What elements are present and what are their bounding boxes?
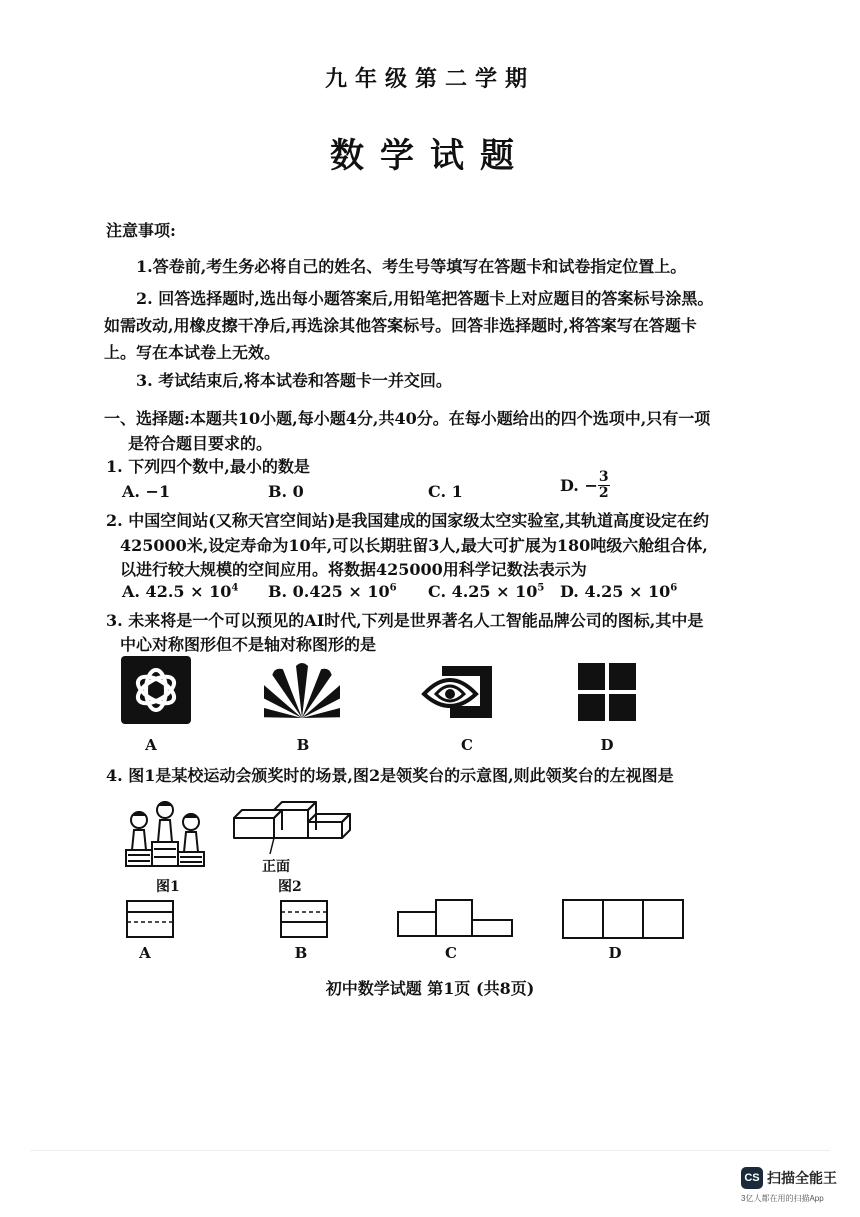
q2-line-2: 425000米,设定寿命为10年,可以长期驻留3人,最大可扩展为180吨级六舱组合体,	[120, 536, 708, 555]
q4-label-c: C	[445, 944, 457, 962]
notice-heading: 注意事项:	[106, 221, 176, 240]
q3-line-1: 3. 未来将是一个可以预见的AI时代,下列是世界著名人工智能品牌公司的图标,其中是	[106, 611, 704, 630]
q1-d-denominator: 2	[598, 485, 609, 501]
q2-option-d: D. $4.25 \times 10^6$	[560, 582, 678, 601]
q4-stem: 4. 图1是某校运动会颁奖时的场景,图2是领奖台的示意图,则此领奖台的左视图是	[106, 766, 674, 785]
q2-option-c: C. $4.25 \times 10^5$	[428, 582, 545, 601]
camscanner-name: 扫描全能王	[767, 1170, 837, 1186]
q4-option-a-figure	[126, 900, 174, 938]
q4-label-a: A	[139, 944, 151, 962]
q4-option-b-figure	[280, 900, 328, 938]
notice-line-3: 3. 考试结束后,将本试卷和答题卡一并交回。	[136, 371, 452, 390]
q4-label-b: B	[294, 944, 308, 962]
q3-label-a: A	[145, 736, 157, 754]
exam-grade: 九年级第二学期	[324, 66, 535, 92]
podium-diagram	[230, 800, 356, 858]
q1-option-d: D. − $\frac{3}{2}$	[560, 469, 609, 501]
windows-logo-icon	[578, 663, 636, 721]
q4-option-d-figure	[562, 899, 684, 939]
footer-divider	[30, 1150, 830, 1151]
openai-logo-icon	[121, 656, 191, 724]
page-footer: 初中数学试题 第1页 (共8页)	[325, 979, 535, 998]
section-heading-cont: 是符合题目要求的。	[128, 434, 273, 453]
q2-option-b: B. $0.425 \times 10^6$	[268, 582, 397, 601]
q4-label-d: D	[608, 944, 622, 962]
q1-option-c: C. 1	[428, 482, 463, 501]
q3-label-d: D	[600, 736, 614, 754]
nvidia-logo-icon	[420, 662, 496, 720]
q1-option-b: B. 0	[268, 482, 304, 501]
notice-line-2a: 2. 回答选择题时,选出每小题答案后,用铅笔把答题卡上对应题目的答案标号涂黑。	[136, 289, 714, 308]
section-heading: 一、选择题:本题共10小题,每小题4分,共40分。在每小题给出的四个选项中,只有一项	[104, 409, 711, 428]
q1-option-a: A. −1	[122, 482, 171, 501]
q1-d-numerator: 3	[598, 469, 609, 485]
camscanner-logo-icon: CS	[741, 1167, 763, 1189]
award-ceremony-figure	[120, 798, 212, 870]
q2-line-3: 以进行较大规模的空间应用。将数据425000用科学记数法表示为	[120, 560, 587, 579]
front-label: 正面	[262, 859, 290, 875]
camscanner-slogan: 3亿人都在用的扫描App	[741, 1194, 824, 1203]
notice-line-2c: 上。写在本试卷上无效。	[104, 343, 281, 362]
exam-title: 数学试题	[330, 136, 530, 176]
figure-1-label: 图1	[156, 879, 180, 895]
notice-line-1: 1.答卷前,考生务必将自己的姓名、考生号等填写在答题卡和试卷指定位置上。	[136, 257, 687, 276]
figure-2-label: 图2	[278, 879, 302, 895]
notice-line-2b: 如需改动,用橡皮擦干净后,再选涂其他答案标号。回答非选择题时,将答案写在答题卡	[104, 316, 697, 335]
huawei-logo-icon	[264, 662, 340, 720]
q3-label-c: C	[461, 736, 473, 754]
q2-option-a: A. $42.5 \times 10^4$	[122, 582, 239, 601]
q3-line-2: 中心对称图形但不是轴对称图形的是	[120, 635, 377, 654]
q3-label-b: B	[296, 736, 310, 754]
q4-option-c-figure	[396, 898, 514, 938]
q2-line-1: 2. 中国空间站(又称天宫空间站)是我国建成的国家级太空实验室,其轨道高度设定在约	[106, 511, 709, 530]
q1-stem: 1. 下列四个数中,最小的数是	[106, 457, 310, 476]
